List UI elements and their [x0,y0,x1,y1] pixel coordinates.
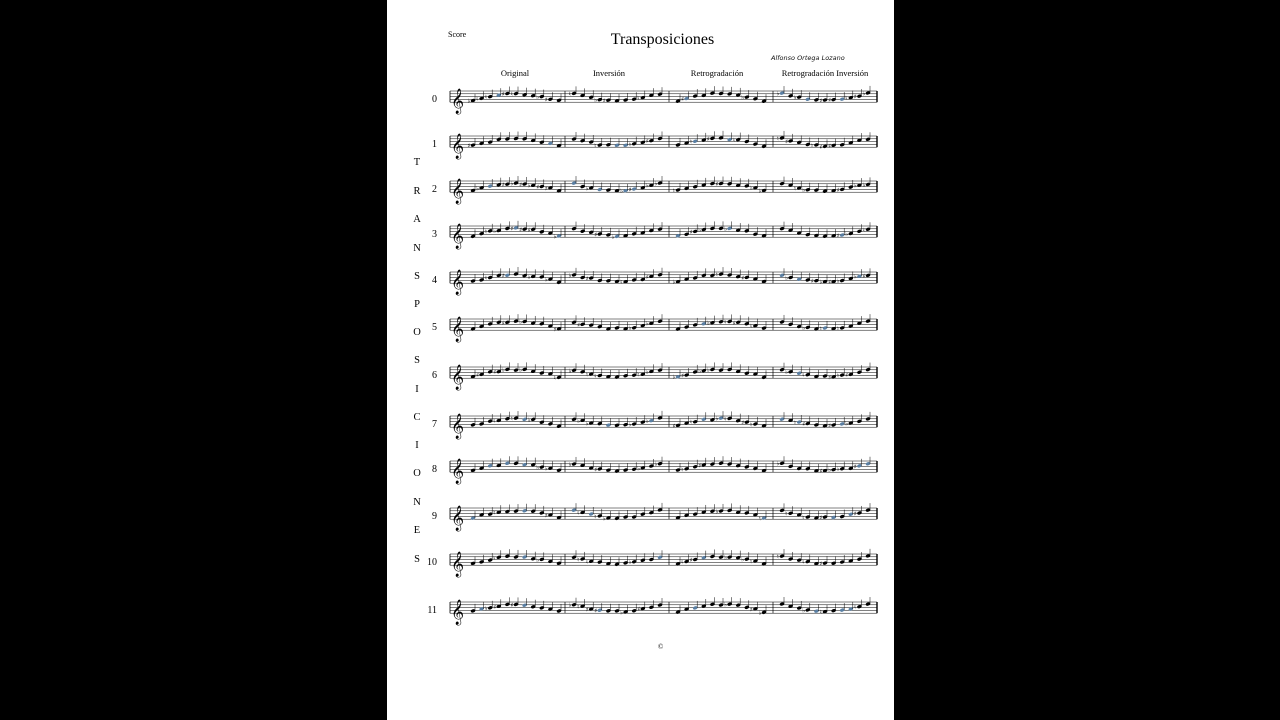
svg-text:♭: ♭ [628,325,632,333]
svg-text:♭: ♭ [628,421,632,429]
staff-system [450,86,877,114]
music-staves [387,0,894,720]
staff-system [450,176,877,204]
svg-text:♭: ♭ [654,461,658,469]
svg-text:♮: ♮ [689,138,692,146]
svg-text:♯: ♯ [828,422,832,430]
svg-text:♯: ♯ [585,606,589,614]
svg-text:♯: ♯ [828,97,832,105]
svg-text:♮: ♮ [853,604,857,612]
vertical-letter: A [413,214,421,225]
svg-text:♮: ♮ [637,371,640,379]
svg-text:♭: ♭ [594,97,598,105]
treble-clef-icon: 𝄞 [451,600,465,626]
score-page [387,0,894,720]
svg-text:♭: ♭ [724,601,727,609]
svg-text:♮: ♮ [715,271,718,279]
vertical-letter: P [414,299,420,310]
svg-text:♯: ♯ [819,560,823,568]
svg-text:♮: ♮ [620,279,623,287]
svg-text:♭: ♭ [776,90,780,98]
svg-text:♮: ♮ [493,509,496,517]
treble-clef-icon: 𝄞 [451,552,465,578]
svg-text:♭: ♭ [577,417,580,425]
svg-text:♮: ♮ [681,558,684,566]
svg-text:♭: ♭ [527,273,531,281]
svg-text:♯: ♯ [681,372,685,380]
svg-text:♭: ♭ [802,187,806,195]
row-number: 9 [432,511,437,522]
svg-text:♮: ♮ [776,553,779,561]
svg-text:♯: ♯ [862,272,866,280]
svg-text:♭: ♭ [715,415,719,423]
svg-text:♭: ♭ [698,227,702,235]
svg-text:♯: ♯ [802,420,806,428]
staff-system [450,362,877,390]
svg-text:♭: ♭ [620,188,623,196]
svg-text:♭: ♭ [724,554,727,562]
svg-text:♯: ♯ [476,371,480,379]
svg-text:♯: ♯ [594,466,598,474]
vertical-letter: R [413,186,421,197]
svg-text:♯: ♯ [501,181,505,189]
svg-text:♭: ♭ [845,230,849,238]
svg-text:♭: ♭ [836,466,840,474]
svg-text:♮: ♮ [776,135,779,143]
svg-text:♮: ♮ [585,558,588,566]
svg-text:♯: ♯ [645,273,649,281]
treble-clef-icon: 𝄞 [451,506,465,532]
svg-text:♭: ♭ [585,420,589,428]
staff-system [450,503,877,531]
staff-system [450,456,877,484]
svg-text:♮: ♮ [672,187,675,195]
svg-text:♭: ♭ [862,90,866,98]
svg-text:♭: ♭ [645,418,649,426]
row-number: 6 [432,370,437,381]
svg-text:♯: ♯ [577,321,581,329]
svg-text:♯: ♯ [689,556,693,564]
svg-text:♯: ♯ [819,514,823,522]
svg-text:♭: ♭ [706,366,710,374]
vertical-letter: S [414,271,420,282]
svg-text:♯: ♯ [819,468,823,476]
treble-clef-icon: 𝄞 [451,459,465,485]
svg-text:♯: ♯ [689,228,693,236]
svg-text:♭: ♭ [654,180,658,188]
svg-text:♯: ♯ [544,96,548,104]
treble-clef-icon: 𝄞 [451,270,465,296]
svg-text:♯: ♯ [681,96,685,104]
svg-text:♭: ♭ [568,272,572,280]
svg-text:♯: ♯ [519,181,523,189]
svg-text:♭: ♭ [758,188,762,196]
svg-text:♮: ♮ [802,372,805,380]
svg-text:♮: ♮ [585,371,588,379]
treble-clef-icon: 𝄞 [451,317,465,343]
svg-text:♮: ♮ [568,90,571,98]
svg-text:♭: ♭ [510,180,514,188]
treble-clef-icon: 𝄞 [451,134,465,160]
svg-text:♭: ♭ [645,182,649,190]
svg-text:♯: ♯ [501,91,505,99]
vertical-letter: O [413,327,421,338]
vertical-letter: S [414,355,420,366]
svg-text:♭: ♭ [519,318,522,326]
svg-text:♭: ♭ [672,374,676,382]
vertical-letter: S [414,554,420,565]
svg-text:♮: ♮ [802,514,805,522]
svg-text:♮: ♮ [793,185,796,193]
svg-text:♭: ♭ [749,185,753,193]
svg-text:♯: ♯ [544,512,548,520]
svg-text:♯: ♯ [810,278,814,286]
svg-text:♭: ♭ [645,320,649,328]
svg-text:♭: ♭ [785,275,788,283]
svg-text:♯: ♯ [594,607,598,615]
svg-text:♭: ♭ [620,609,623,617]
svg-text:♭: ♭ [853,182,857,190]
svg-text:♭: ♭ [836,278,840,286]
svg-text:♯: ♯ [706,135,710,143]
svg-text:♯: ♯ [519,226,523,234]
treble-clef-icon: 𝄞 [451,89,465,115]
svg-text:♯: ♯ [501,319,505,327]
svg-text:♭: ♭ [819,279,823,287]
svg-text:♮: ♮ [510,415,513,423]
svg-text:♮: ♮ [594,142,597,150]
svg-text:♯: ♯ [785,138,789,146]
svg-text:♯: ♯ [698,462,702,470]
svg-text:♭: ♭ [828,467,831,475]
row-number: 4 [432,275,437,286]
row-number: 2 [432,184,437,195]
svg-text:♭: ♭ [698,368,702,376]
vertical-letter: N [413,243,421,254]
svg-text:♯: ♯ [715,181,719,189]
composer-name: Alfonso Ortega Lozano [771,54,845,62]
svg-text:♯: ♯ [527,226,531,234]
svg-text:♮: ♮ [594,373,597,381]
treble-clef-icon: 𝄞 [451,414,465,440]
svg-text:♯: ♯ [594,231,598,239]
svg-text:♮: ♮ [510,91,513,99]
staff-system [450,131,877,159]
svg-text:♭: ♭ [715,508,719,516]
svg-text:♭: ♭ [741,94,745,102]
svg-text:♯: ♯ [585,275,589,283]
svg-text:♯: ♯ [553,326,557,334]
svg-text:♭: ♭ [645,368,649,376]
vertical-letter: E [413,525,421,536]
treble-clef-icon: 𝄞 [451,365,465,391]
svg-text:♮: ♮ [628,141,631,149]
svg-text:♮: ♮ [862,226,865,234]
svg-text:♭: ♭ [611,233,615,241]
svg-text:♭: ♭ [527,182,531,190]
svg-text:♭: ♭ [785,369,788,377]
staff-system [450,597,877,625]
svg-text:♯: ♯ [749,606,753,614]
svg-text:♭: ♭ [553,233,557,241]
row-number: 5 [432,322,437,333]
vertical-letter: I [415,440,419,451]
svg-text:♮: ♮ [819,325,822,333]
svg-text:♭: ♭ [568,602,572,610]
svg-text:♯: ♯ [510,601,514,609]
svg-text:♯: ♯ [828,142,832,150]
svg-text:♯: ♯ [637,606,641,614]
svg-text:♮: ♮ [819,609,822,617]
svg-text:♮: ♮ [484,275,487,283]
svg-text:♮: ♮ [476,95,479,103]
svg-text:♮: ♮ [749,421,753,429]
column-header-inversion: Inversión [592,68,626,78]
svg-text:♮: ♮ [493,417,496,425]
svg-text:♯: ♯ [819,143,823,151]
svg-text:♮: ♮ [637,95,640,103]
svg-text:♯: ♯ [510,225,514,233]
svg-text:♯: ♯ [645,138,649,146]
svg-text:♭: ♭ [476,185,479,193]
svg-text:♯: ♯ [741,274,745,282]
svg-text:♮: ♮ [724,318,727,326]
staff-system [450,549,877,577]
vertical-letter: O [413,468,421,479]
row-number: 10 [427,557,437,568]
row-number: 0 [432,94,437,105]
svg-text:♮: ♮ [577,509,580,517]
staff-system [450,411,877,439]
svg-text:♮: ♮ [553,374,556,382]
svg-text:♭: ♭ [493,228,497,236]
svg-text:♯: ♯ [836,186,840,194]
svg-text:♮: ♮ [785,510,788,518]
svg-text:♮: ♮ [577,603,580,611]
svg-text:♭: ♭ [501,366,505,374]
staff-system [450,314,877,342]
svg-text:♭: ♭ [602,515,606,523]
svg-text:♯: ♯ [628,186,632,194]
staff-system [450,267,877,295]
svg-text:♮: ♮ [758,515,761,523]
svg-text:♮: ♮ [594,513,597,521]
svg-text:♯: ♯ [501,272,505,280]
svg-text:♭: ♭ [628,559,632,567]
svg-text:♮: ♮ [732,137,735,145]
svg-text:♮: ♮ [577,556,580,564]
column-header-retro-inversion: Retrogradación Inversión [781,68,869,78]
svg-text:♯: ♯ [853,463,857,471]
svg-text:♭: ♭ [536,556,540,564]
svg-text:♮: ♮ [802,559,805,567]
svg-text:♭: ♭ [527,416,531,424]
svg-text:♮: ♮ [484,228,487,236]
svg-text:♮: ♮ [793,419,796,427]
svg-text:♭: ♭ [544,276,548,284]
svg-text:♭: ♭ [568,367,572,375]
svg-text:♭: ♭ [536,464,540,472]
svg-text:♭: ♭ [793,94,797,102]
vertical-letter: T [413,157,421,168]
svg-text:♭: ♭ [519,366,522,374]
svg-text:♭: ♭ [802,607,806,615]
treble-clef-icon: 𝄞 [451,179,465,205]
svg-text:♮: ♮ [845,95,848,103]
svg-text:♭: ♭ [724,225,727,233]
svg-text:♯: ♯ [836,232,840,240]
svg-text:♭: ♭ [585,185,589,193]
vertical-letter: N [413,497,421,508]
svg-text:♮: ♮ [749,558,753,566]
svg-text:♯: ♯ [467,142,471,150]
svg-text:♯: ♯ [732,319,736,327]
svg-text:♭: ♭ [467,98,471,106]
column-header-retrogradation: Retrogradación [690,68,744,78]
svg-text:♯: ♯ [741,419,745,427]
staff-system [450,221,877,249]
row-number: 1 [432,139,437,150]
svg-text:♯: ♯ [493,603,497,611]
svg-text:♭: ♭ [853,273,857,281]
svg-text:♯: ♯ [602,97,606,105]
svg-text:♭: ♭ [741,556,745,564]
svg-text:♭: ♭ [758,609,762,617]
svg-text:♯: ♯ [536,183,540,191]
svg-text:♯: ♯ [493,369,497,377]
svg-text:♭: ♭ [802,324,806,332]
svg-text:♮: ♮ [836,372,839,380]
svg-text:♭: ♭ [862,181,866,189]
svg-text:♮: ♮ [493,554,496,562]
score-title: Transposiciones [610,31,715,48]
row-number: 3 [432,229,437,240]
svg-text:♭: ♭ [544,465,548,473]
svg-text:♭: ♭ [536,94,540,102]
svg-text:♯: ♯ [853,93,857,101]
svg-text:♭: ♭ [706,320,710,328]
copyright-mark: © [658,643,664,651]
svg-text:♯: ♯ [828,374,832,382]
svg-text:♯: ♯ [672,422,676,430]
svg-text:♭: ♭ [845,420,849,428]
vertical-letter: C [413,412,421,423]
svg-text:♭: ♭ [568,461,572,469]
svg-text:♮: ♮ [810,142,814,150]
row-number: 11 [427,605,437,616]
page-label: Score [448,30,467,39]
svg-text:♯: ♯ [845,371,849,379]
row-number: 7 [432,419,437,430]
column-header-original: Original [500,68,530,78]
svg-text:♮: ♮ [749,323,753,331]
svg-text:♭: ♭ [637,465,641,473]
svg-text:♭: ♭ [484,605,488,613]
svg-text:♯: ♯ [544,185,548,193]
treble-clef-icon: 𝄞 [451,224,465,250]
svg-text:♯: ♯ [853,510,857,518]
svg-text:♮: ♮ [836,325,839,333]
svg-text:♭: ♭ [672,279,676,287]
svg-text:♮: ♮ [724,415,727,423]
svg-text:♮: ♮ [681,466,684,474]
svg-text:♯: ♯ [819,97,823,105]
svg-text:♮: ♮ [484,94,487,102]
vertical-letter: I [415,384,419,395]
svg-text:♮: ♮ [689,419,692,427]
svg-text:♯: ♯ [828,279,832,287]
svg-text:♭: ♭ [776,460,780,468]
row-number: 8 [432,464,437,475]
